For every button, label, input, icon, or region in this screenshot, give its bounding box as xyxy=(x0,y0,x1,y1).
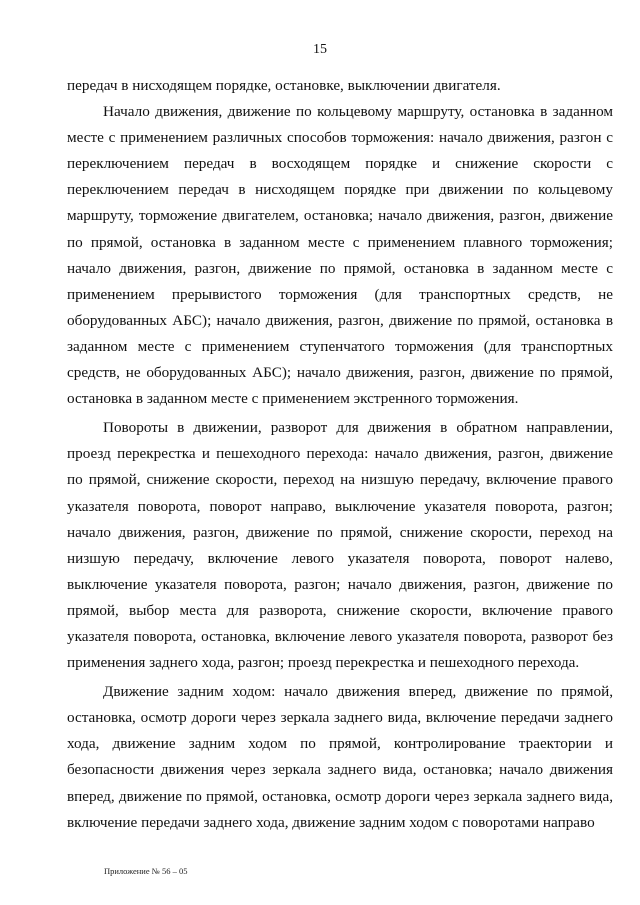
paragraph-reverse: Движение задним ходом: начало движения вперед, движение по прямой, остановка, осмотр дороги через зеркала заднего вида, включение передачи заднего хода, движение задним ходом по прямой, контролирование траектории и безопасности движения через зеркала заднего вида, остановка; начало движения вперед, движение по прямой, остановка, осмотр дороги через зеркала заднего вида, включение передачи заднего хода, движение задним ходом с поворотами направо xyxy=(67,683,613,831)
paragraph-turns: Повороты в движении, разворот для движения в обратном направлении, проезд перекрестка и пешеходного перехода: начало движения, разгон, движение по прямой, снижение скорости, переход на низшую передачу, включение правого указателя поворота, поворот направо, выключение указателя поворота, разгон; начало движения, разгон, движение по прямой, снижение скорости, переход на низшую передачу, включение левого указателя поворота, поворот налево, выключение указателя поворота, разгон; начало движения, разгон, движение по прямой, выбор места для разворота, снижение скорости, включение правого указателя поворота, остановка, включение левого указателя поворота, разворот без применения заднего хода, разгон; проезд перекрестка и пешеходного перехода. xyxy=(67,419,613,672)
paragraph-continuation: передач в нисходящем порядке, остановке, выключении двигателя. xyxy=(67,77,501,94)
footer-appendix-label: Приложение № 56 – 05 xyxy=(104,866,188,876)
page-number: 15 xyxy=(313,42,327,57)
paragraph-braking: Начало движения, движение по кольцевому маршруту, остановка в заданном месте с применением различных способов торможения: начало движения, разгон с переключением передач в восходящем порядке и снижение скорости с переключением передач в нисходящем порядке при движении по кольцевому маршруту, торможение двигателем, остановка; начало движения, разгон, движение по прямой, остановка в заданном месте с применением плавного торможения; начало движения, разгон, движение по прямой, остановка в заданном месте с применением прерывистого торможения (для транспортных средств, не оборудованных АБС); начало движения, разгон, движение по прямой, остановка в заданном месте с применением ступенчатого торможения (для транспортных средств, не оборудованных АБС); начало движения, разгон, движение по прямой, остановка в заданном месте с применением экстренного торможения. xyxy=(67,103,613,408)
document-body xyxy=(67,73,613,836)
